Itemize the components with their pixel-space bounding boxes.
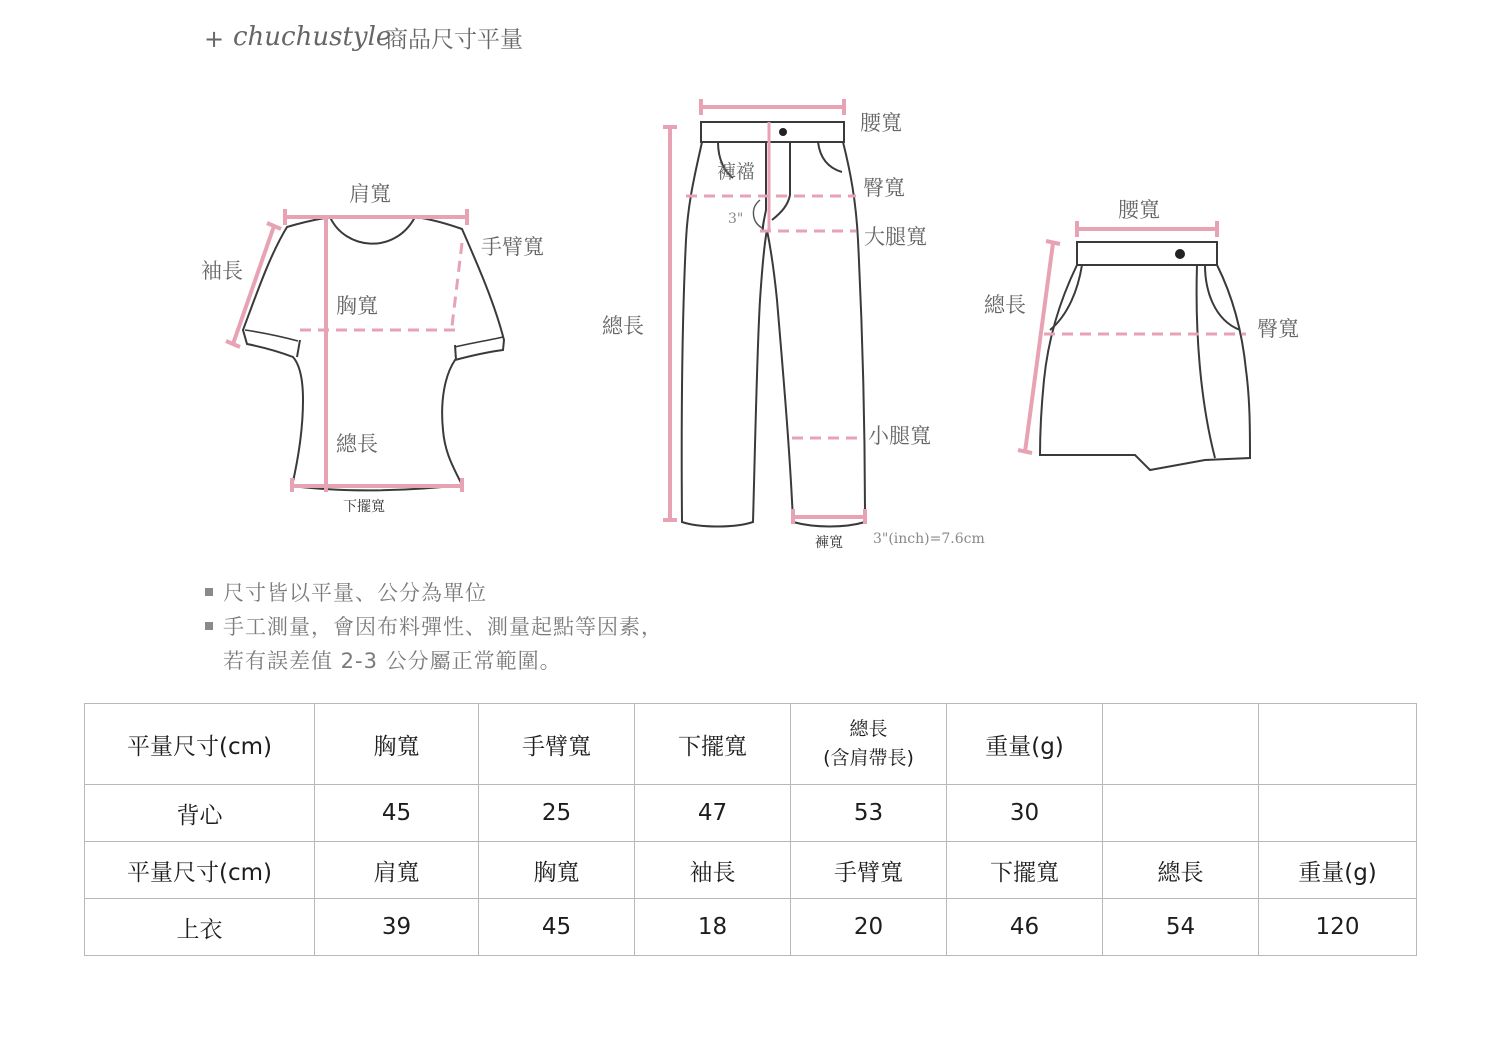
- table-cell: 上衣: [85, 899, 315, 956]
- pants-illustration: [682, 122, 865, 527]
- table-cell: 胸寬: [315, 704, 479, 785]
- tshirt-label-hem: 下擺寬: [343, 499, 385, 515]
- note-unit-text: 尺寸皆以平量、公分為單位: [223, 581, 487, 605]
- table-cell: [1259, 704, 1417, 785]
- table-cell: 20: [791, 899, 947, 956]
- table-cell: 袖長: [635, 842, 791, 899]
- pants-label-rise: 褲襠: [717, 161, 756, 183]
- table-cell: 重量(g): [1259, 842, 1417, 899]
- tshirt-label-sleeve-length: 袖長: [201, 259, 243, 283]
- skirt-label-hip: 臀寬: [1257, 317, 1299, 341]
- table-cell: 45: [315, 785, 479, 842]
- table-cell: 平量尺寸(cm): [85, 842, 315, 899]
- table-cell: [1103, 704, 1259, 785]
- note-tolerance: [223, 645, 562, 675]
- size-table: [84, 703, 1417, 956]
- table-cell: 45: [479, 899, 635, 956]
- pants-label-waist: 腰寬: [860, 111, 902, 135]
- table-cell: 18: [635, 899, 791, 956]
- pants-label-length: 總長: [602, 314, 644, 338]
- bullet-square-icon: [205, 622, 213, 630]
- tshirt-label-chest: 胸寬: [336, 294, 378, 318]
- table-cell: 46: [947, 899, 1103, 956]
- skirt-button: [1175, 249, 1185, 259]
- note-unit: [205, 577, 487, 607]
- table-row-top-header: [85, 842, 1417, 899]
- table-cell: 120: [1259, 899, 1417, 956]
- table-cell: 25: [479, 785, 635, 842]
- table-cell: 手臂寬: [791, 842, 947, 899]
- skirt-illustration: [1040, 242, 1250, 470]
- skirt-label-length: 總長: [984, 293, 1026, 317]
- table-cell: 平量尺寸(cm): [85, 704, 315, 785]
- pants-label-leg-opening: 褲寬: [815, 535, 843, 551]
- table-cell: 53: [791, 785, 947, 842]
- bullet-square-icon: [205, 588, 213, 596]
- note-measurement: [205, 611, 663, 641]
- pants-rise-arc: [753, 200, 762, 228]
- table-cell: [1259, 785, 1417, 842]
- note-measurement-text: 手工測量，會因布料彈性、測量起點等因素，: [223, 615, 663, 639]
- tshirt-label-arm-width: 手臂寬: [481, 235, 544, 259]
- pants-label-calf: 小腿寬: [868, 424, 931, 448]
- table-cell: 39: [315, 899, 479, 956]
- table-cell: 胸寬: [479, 842, 635, 899]
- tshirt-label-shoulder: 肩寬: [349, 182, 391, 206]
- table-cell: 30: [947, 785, 1103, 842]
- header-title: 商品尺寸平量: [385, 27, 523, 53]
- table-cell: [1103, 785, 1259, 842]
- table-cell: 47: [635, 785, 791, 842]
- pants-inch-note: 3"(inch)=7.6cm: [873, 531, 985, 547]
- table-cell: 總長: [1103, 842, 1259, 899]
- table-cell: 下擺寬: [947, 842, 1103, 899]
- brand-logo: chuchustyle: [233, 22, 392, 52]
- table-cell: 總長 (含肩帶長): [791, 704, 947, 785]
- tshirt-label-length: 總長: [336, 432, 378, 456]
- skirt-label-waist: 腰寬: [1118, 198, 1160, 222]
- table-cell: 重量(g): [947, 704, 1103, 785]
- pants-button: [779, 128, 787, 136]
- table-row-vest: [85, 785, 1417, 842]
- table-cell: 背心: [85, 785, 315, 842]
- table-cell: 手臂寬: [479, 704, 635, 785]
- table-cell: 54: [1103, 899, 1259, 956]
- pants-inch-mark: 3": [728, 211, 744, 227]
- header-plus: +: [204, 25, 225, 53]
- table-cell: 肩寬: [315, 842, 479, 899]
- pants-label-hip: 臀寬: [863, 176, 905, 200]
- pants-measure-lines: [663, 99, 865, 524]
- pants-label-thigh: 大腿寬: [864, 225, 927, 249]
- note-tolerance-text: 若有誤差值 2-3 公分屬正常範圍。: [223, 649, 562, 673]
- table-row-vest-header: [85, 704, 1417, 785]
- table-cell: 下擺寬: [635, 704, 791, 785]
- table-row-top: [85, 899, 1417, 956]
